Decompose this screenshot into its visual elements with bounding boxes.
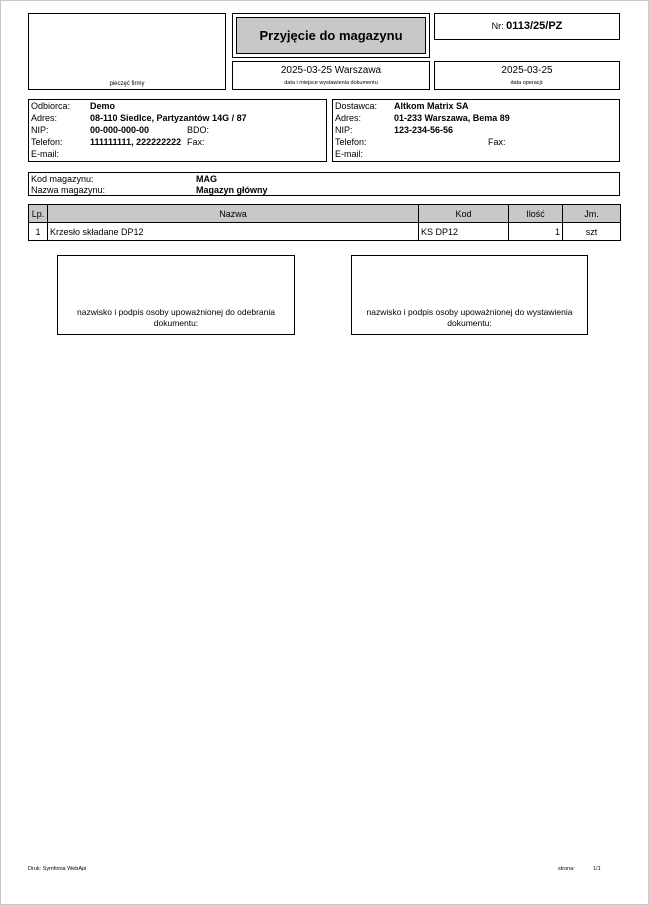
recipient-nip: 00-000-000-00 <box>90 125 150 135</box>
recipient-email-label: E-mail: <box>31 149 60 159</box>
receiver-signature-caption: nazwisko i podpis osoby upoważnionej do odebrania dokumentu: <box>77 307 275 328</box>
recipient-box <box>28 99 327 162</box>
recipient-bdo-label: BDO: <box>187 125 210 135</box>
receiver-signature-box <box>57 255 295 335</box>
table-row <box>29 223 621 241</box>
row-name: Krzesło składane DP12 <box>48 223 419 241</box>
document-title: Przyjęcie do magazynu <box>236 17 426 54</box>
warehouse-code-row <box>31 174 217 185</box>
operation-date-caption: data operacji: <box>510 80 544 86</box>
issuer-signature-box <box>351 255 588 335</box>
warehouse-code: MAG <box>196 174 217 184</box>
row-qty: 1 <box>509 223 563 241</box>
warehouse-name-row <box>31 185 268 196</box>
supplier-fax-label: Fax: <box>488 137 506 147</box>
document-number-label: Nr: <box>491 21 504 31</box>
document-number-value: 0113/25/PZ <box>506 20 563 32</box>
row-code: KS DP12 <box>419 223 509 241</box>
supplier-address-label: Adres: <box>335 113 362 123</box>
recipient-phone: 111111111, 222222222 <box>90 137 182 147</box>
col-header-qty: Ilość <box>509 205 563 223</box>
recipient-phone-label: Telefon: <box>31 137 63 147</box>
supplier-nip-label: NIP: <box>335 125 353 135</box>
row-unit: szt <box>563 223 621 241</box>
footer-page-number: 1/1 <box>593 866 601 872</box>
col-header-lp: Lp. <box>29 205 48 223</box>
document-number-box <box>434 13 620 40</box>
col-header-unit: Jm. <box>563 205 621 223</box>
recipient-fax-label: Fax: <box>187 137 205 147</box>
recipient-label: Odbiorca: <box>31 101 71 111</box>
supplier-address: 01-233 Warszawa, Bema 89 <box>394 113 510 123</box>
warehouse-code-label: Kod magazynu: <box>31 174 94 184</box>
stamp-caption: pieczęć firmy <box>109 81 145 87</box>
recipient-address: 08-110 Siedlce, Partyzantów 14G / 87 <box>90 113 247 123</box>
warehouse-name-label: Nazwa magazynu: <box>31 185 106 195</box>
warehouse-name: Magazyn główny <box>196 185 268 195</box>
recipient-address-label: Adres: <box>31 113 58 123</box>
operation-date-box <box>434 61 620 90</box>
supplier-phone-label: Telefon: <box>335 137 367 147</box>
supplier-box <box>332 99 620 162</box>
col-header-name: Nazwa <box>48 205 419 223</box>
supplier-nip: 123-234-56-56 <box>394 125 454 135</box>
issuer-signature-caption: nazwisko i podpis osoby upoważnionej do wystawienia dokumentu: <box>366 307 573 328</box>
issue-date-box <box>232 61 430 90</box>
row-lp: 1 <box>29 223 48 241</box>
items-table <box>28 204 621 241</box>
document-title-frame <box>232 13 430 58</box>
supplier-label: Dostawca: <box>335 101 378 111</box>
recipient-name: Demo <box>90 101 116 111</box>
operation-date: 2025-03-25 <box>501 65 553 76</box>
items-table-header <box>29 205 621 223</box>
supplier-email-label: E-mail: <box>335 149 364 159</box>
col-header-code: Kod <box>419 205 509 223</box>
supplier-name: Altkom Matrix SA <box>394 101 469 111</box>
recipient-nip-label: NIP: <box>31 125 49 135</box>
company-stamp-box <box>28 13 226 90</box>
footer-page-label: strona: <box>558 866 575 872</box>
warehouse-box <box>28 172 620 196</box>
footer-print-info: Druk: Symfonia WebApi <box>28 866 87 872</box>
document-number <box>435 20 619 32</box>
issue-date-caption: data i miejsce wystawienia dokumentu <box>284 80 378 86</box>
issue-date-place: 2025-03-25 Warszawa <box>280 65 382 76</box>
